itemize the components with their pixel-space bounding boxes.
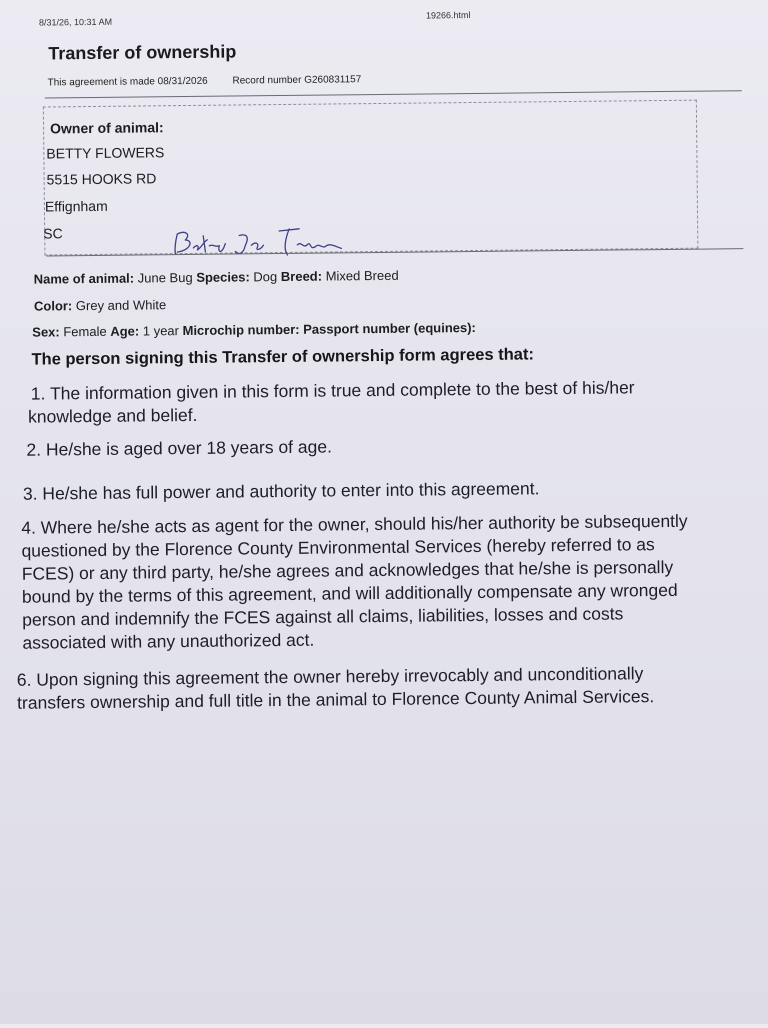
- breed-label: Breed:: [280, 268, 323, 285]
- page-title: Transfer of ownership: [48, 41, 237, 64]
- clause-1-line: 1. The information given in this form is true and complete to the best of his/her: [30, 377, 635, 404]
- species-value: Dog: [253, 269, 278, 285]
- owner-address: 5515 HOOKS RD: [46, 170, 157, 188]
- owner-box: [43, 100, 699, 256]
- clause-4-line: FCES) or any third party, he/she agrees and acknowledges that he/she is personally: [21, 556, 674, 584]
- clause-1-line: knowledge and belief.: [28, 404, 198, 427]
- divider: [45, 90, 742, 98]
- owner-state: SC: [43, 225, 63, 242]
- file-name: 19266.html: [425, 10, 471, 21]
- sex-label: Sex:: [32, 324, 60, 340]
- color-value: Grey and White: [75, 297, 167, 314]
- color-label: Color:: [33, 298, 73, 314]
- clause-4-line: person and indemnify the FCES against all claims, liabilities, losses and costs: [22, 603, 624, 630]
- animal-row-1: [34, 268, 399, 287]
- clause-4-line: questioned by the Florence County Environmental Services (hereby referred to as: [21, 534, 655, 561]
- clause-4-line: 4. Where he/she acts as agent for the owner, should his/her authority be subsequently: [21, 510, 688, 538]
- owner-city: Effignham: [44, 197, 108, 215]
- owner-name: BETTY FLOWERS: [46, 144, 165, 162]
- clause-1: [28, 376, 635, 428]
- microchip-label: Microchip number:: [182, 321, 300, 339]
- clause-6: [17, 662, 655, 715]
- breed-value: Mixed Breed: [325, 267, 399, 284]
- agreement-date: This agreement is made 08/31/2026: [47, 75, 208, 89]
- clause-4-line: associated with any unauthorized act.: [22, 629, 315, 653]
- passport-label: Passport number (equines):: [303, 319, 476, 337]
- record-number: Record number G260831157: [232, 74, 362, 87]
- agreement-meta: [48, 74, 384, 89]
- species-label: Species:: [196, 269, 250, 285]
- owner-label: Owner of animal:: [50, 119, 164, 137]
- clause-2: 2. He/she is aged over 18 years of age.: [26, 436, 333, 460]
- clause-4: [21, 510, 689, 655]
- clause-6-line: transfers ownership and full title in the animal to Florence County Animal Services.: [16, 686, 655, 713]
- animal-row-2: [34, 297, 166, 313]
- animal-row-3: [32, 320, 476, 340]
- sex-value: Female: [63, 323, 107, 340]
- clause-3: 3. He/she has full power and authority to enter into this agreement.: [22, 478, 540, 504]
- print-date: 8/31/26, 10:31 AM: [38, 16, 113, 28]
- animal-name: June Bug: [137, 269, 193, 286]
- agreement-heading: The person signing this Transfer of ownership form agrees that:: [31, 345, 534, 369]
- clause-6-line: 6. Upon signing this agreement the owner hereby irrevocably and unconditionally: [16, 663, 644, 690]
- clause-4-line: bound by the terms of this agreement, and will additionally compensate any wronged: [21, 579, 678, 607]
- age-value: 1 year: [142, 323, 180, 339]
- age-label: Age:: [110, 323, 140, 339]
- animal-name-label: Name of animal:: [33, 270, 135, 287]
